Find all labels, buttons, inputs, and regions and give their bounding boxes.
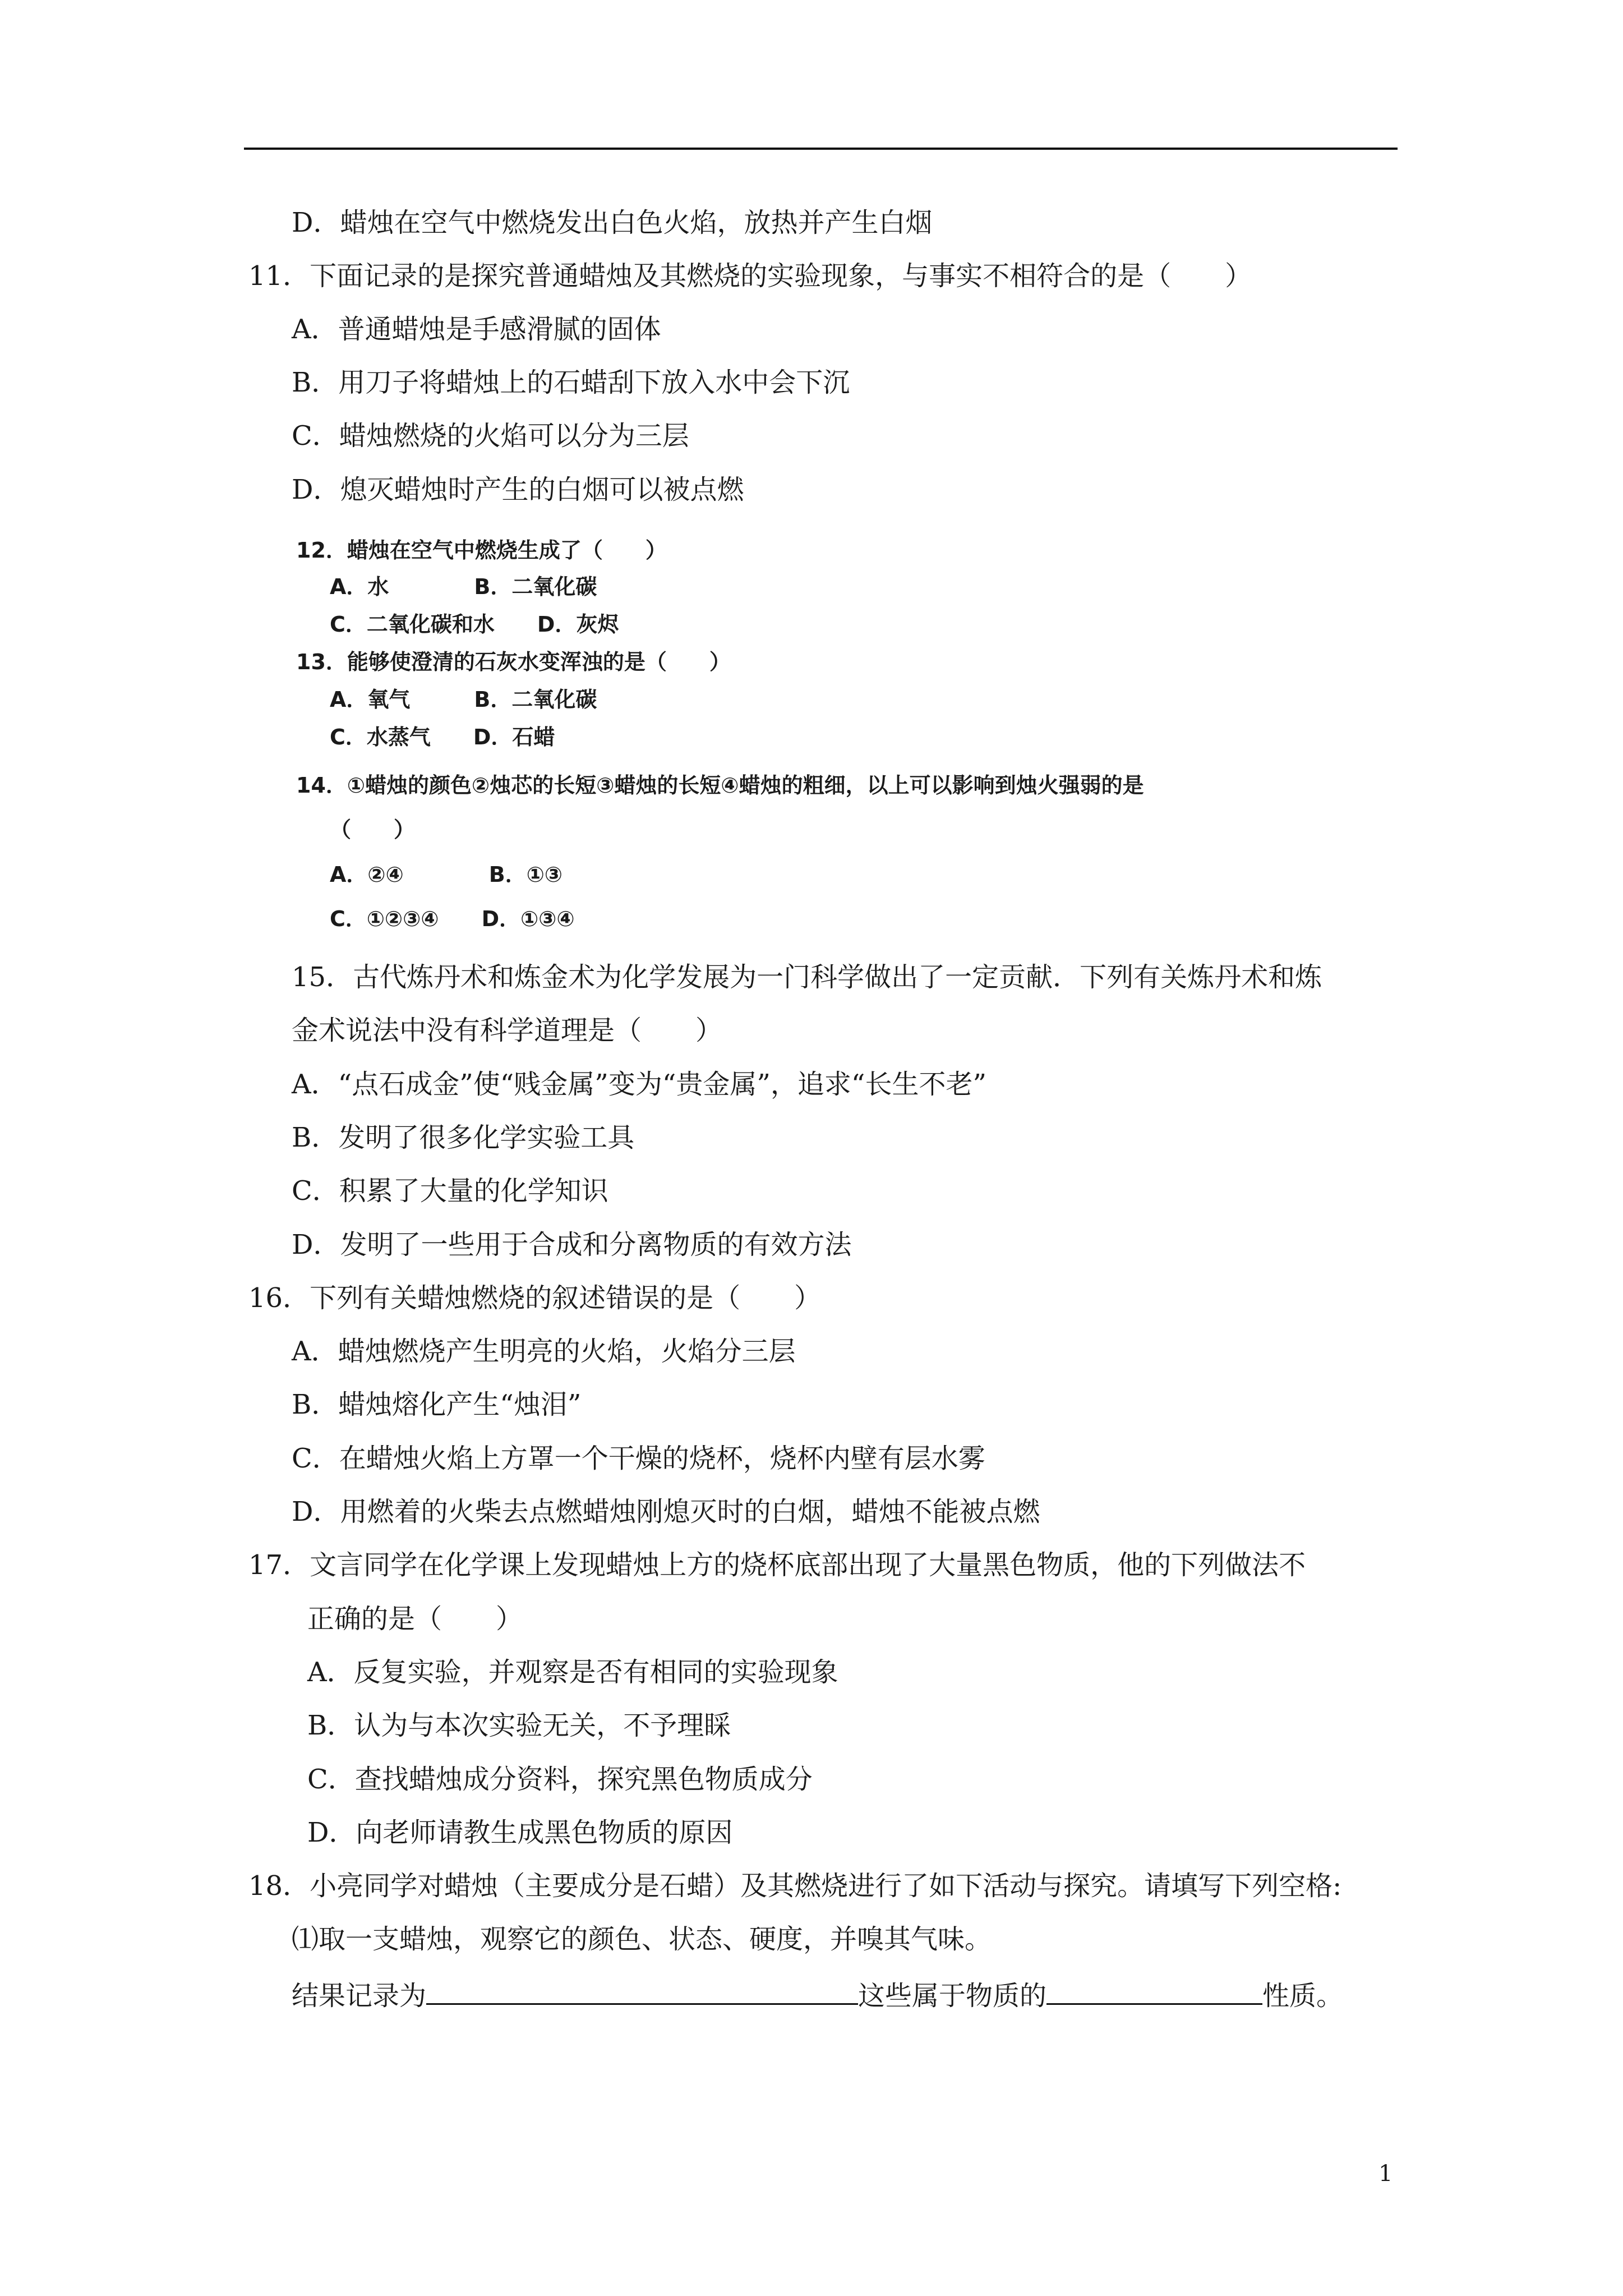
q18-stem: 18．小亮同学对蜡烛（主要成分是石蜡）及其燃烧进行了如下活动与探究。请填写下列空格: (248, 1870, 1342, 1902)
q14-stem: 14．①蜡烛的颜色②烛芯的长短③蜡烛的长短④蜡烛的粗细，以上可以影响到烛火强弱的是 (296, 773, 1144, 798)
q15-stem-line2: 金术说法中没有科学道理是（ ） (292, 1015, 723, 1046)
q11-option-c: C．蜡烛燃烧的火焰可以分为三层 (292, 420, 689, 452)
q14-options-cd: C．①②③④ D．①③④ (330, 907, 575, 931)
q16-option-a: A．蜡烛燃烧产生明亮的火焰，火焰分三层 (292, 1336, 796, 1367)
q12-options-cd: C．二氧化碳和水 D．灰烬 (330, 612, 619, 637)
q13-options-cd: C．水蒸气 D．石蜡 (330, 725, 555, 749)
q18-result-middle: 这些属于物质的 (858, 1980, 1047, 2012)
q15-option-b: B．发明了很多化学实验工具 (292, 1122, 635, 1153)
q18-step1: ⑴取一支蜡烛，观察它的颜色、状态、硬度，并嗅其气味。 (292, 1924, 992, 1955)
q15-option-d: D．发明了一些用于合成和分离物质的有效方法 (292, 1229, 852, 1260)
q16-option-c: C．在蜡烛火焰上方罩一个干燥的烧杯，烧杯内壁有层水雾 (292, 1443, 985, 1474)
q18-result-line (292, 1976, 1343, 2013)
q18-result-prefix: 结果记录为 (292, 1980, 427, 2012)
page-number: 1 (1378, 2161, 1393, 2187)
header-rule (244, 148, 1398, 150)
q14-options-ab: A．②④ B．①③ (330, 862, 563, 887)
q17-option-d: D．向老师请教生成黑色物质的原因 (307, 1817, 733, 1848)
q10-option-d: D．蜡烛在空气中燃烧发出白色火焰，放热并产生白烟 (292, 207, 933, 238)
q16-stem: 16．下列有关蜡烛燃烧的叙述错误的是（ ） (248, 1282, 822, 1314)
q16-option-d: D．用燃着的火柴去点燃蜡烛刚熄灭时的白烟，蜡烛不能被点燃 (292, 1496, 1040, 1527)
q18-result-suffix: 性质。 (1262, 1980, 1344, 2012)
q12-stem: 12．蜡烛在空气中燃烧生成了（ ） (296, 538, 667, 563)
q11-option-d: D．熄灭蜡烛时产生的白烟可以被点燃 (292, 474, 744, 505)
q12-options-ab: A．水 B．二氧化碳 (330, 574, 597, 599)
q11-stem: 11．下面记录的是探究普通蜡烛及其燃烧的实验现象，与事实不相符合的是（ ） (248, 260, 1252, 292)
q17-stem-line2: 正确的是（ ） (307, 1603, 523, 1635)
q11-option-a: A．普通蜡烛是手感滑腻的固体 (292, 314, 661, 345)
q13-stem: 13．能够使澄清的石灰水变浑浊的是（ ） (296, 650, 731, 674)
q17-option-b: B．认为与本次实验无关，不予理睬 (307, 1710, 731, 1741)
q17-option-c: C．查找蜡烛成分资料，探究黑色物质成分 (307, 1764, 813, 1795)
q16-option-b: B．蜡烛熔化产生“烛泪” (292, 1389, 582, 1420)
answer-blank-property[interactable] (1046, 1976, 1262, 2005)
q14-answer-paren: （ ） (330, 817, 416, 842)
q15-option-a: A．“点石成金”使“贱金属”变为“贵金属”，追求“长生不老” (292, 1069, 986, 1100)
q17-option-a: A．反复实验，并观察是否有相同的实验现象 (307, 1657, 838, 1688)
answer-blank-result[interactable] (426, 1976, 858, 2005)
q17-stem-line1: 17．文言同学在化学课上发现蜡烛上方的烧杯底部出现了大量黑色物质，他的下列做法不 (248, 1549, 1306, 1581)
q11-option-b: B．用刀子将蜡烛上的石蜡刮下放入水中会下沉 (292, 367, 850, 398)
q15-option-c: C．积累了大量的化学知识 (292, 1175, 608, 1207)
q13-options-ab: A．氧气 B．二氧化碳 (330, 687, 597, 712)
q15-stem-line1: 15．古代炼丹术和炼金术为化学发展为一门科学做出了一定贡献．下列有关炼丹术和炼 (292, 961, 1322, 993)
